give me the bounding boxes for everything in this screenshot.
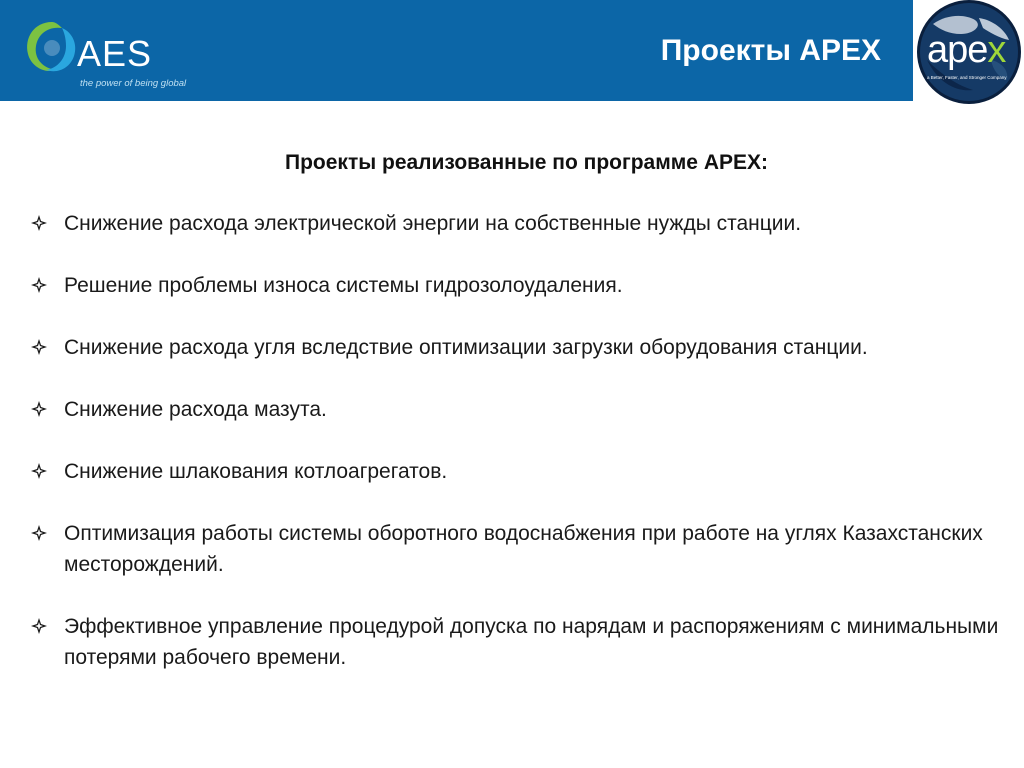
aes-logo	[22, 18, 212, 93]
project-list	[30, 208, 1010, 704]
apex-wordmark-x: x	[987, 29, 1006, 71]
list-item	[30, 611, 1010, 673]
list-item	[30, 394, 1010, 425]
list-item-text: Снижение расхода электрической энергии на собственные нужды станции.	[64, 212, 802, 235]
aes-wordmark: AES	[77, 33, 153, 74]
list-item	[30, 208, 1010, 239]
list-item	[30, 270, 1010, 301]
header-bar	[0, 0, 913, 101]
page-title: Проекты APEX	[660, 34, 881, 67]
list-item-text: Снижение расхода угля вследствие оптимизации загрузки оборудования станции.	[64, 336, 868, 359]
aes-swirl-icon	[22, 18, 82, 78]
list-item	[30, 518, 1010, 580]
diamond-bullet-icon	[30, 400, 48, 418]
diamond-bullet-icon	[30, 214, 48, 232]
apex-logo-badge	[913, 0, 1024, 106]
apex-tagline: a Better, Faster, and Stronger Company	[927, 75, 1007, 80]
list-item-text: Решение проблемы износа системы гидрозолоудаления.	[64, 274, 623, 297]
section-heading: Проекты реализованные по программе APEX:	[285, 151, 768, 174]
apex-wordmark	[927, 30, 1005, 70]
list-item	[30, 456, 1010, 487]
list-item-text: Эффективное управление процедурой допуска по нарядам и распоряжениям с минимальными потерями рабочего времени.	[64, 615, 999, 669]
list-item-text: Снижение расхода мазута.	[64, 398, 327, 421]
diamond-bullet-icon	[30, 462, 48, 480]
diamond-bullet-icon	[30, 338, 48, 356]
diamond-bullet-icon	[30, 524, 48, 542]
aes-tagline: the power of being global	[80, 78, 187, 89]
list-item	[30, 332, 1010, 363]
list-item-text: Снижение шлакования котлоагрегатов.	[64, 460, 448, 483]
diamond-bullet-icon	[30, 276, 48, 294]
diamond-bullet-icon	[30, 617, 48, 635]
apex-wordmark-main: apе	[927, 29, 988, 71]
list-item-text: Оптимизация работы системы оборотного водоснабжения при работе на углях Казахстанских месторождений.	[64, 522, 983, 576]
